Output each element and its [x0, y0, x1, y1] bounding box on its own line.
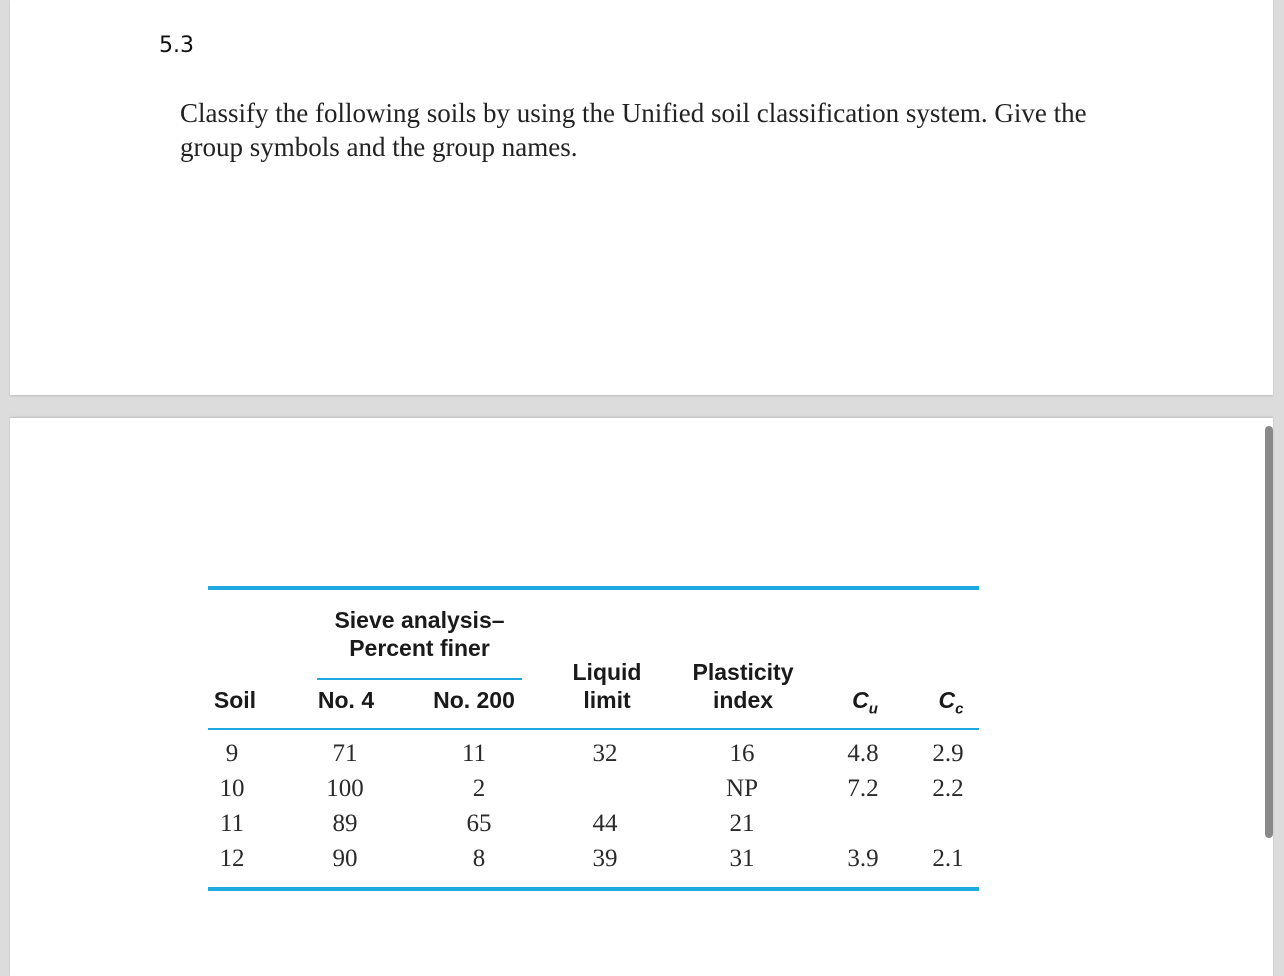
table-card — [10, 418, 1273, 976]
table-top-rule — [208, 586, 979, 590]
cell-soil: 12 — [219, 845, 245, 872]
header-no200: No. 200 — [433, 687, 515, 713]
header-ll-line2: limit — [583, 687, 631, 713]
header-no4: No. 4 — [317, 687, 375, 713]
cell-no200: 2 — [472, 775, 486, 802]
header-cu — [830, 686, 900, 724]
header-ll-line1: Liquid — [572, 659, 642, 685]
group-header-underline — [317, 678, 522, 680]
cell-no4: 90 — [332, 845, 358, 872]
problem-statement: Classify the following soils by using the Unified soil classification system. Give the group symbols and the group names. — [180, 98, 1087, 162]
group-header-line2: Percent finer — [349, 635, 490, 661]
cell-plasticity-index: 21 — [729, 810, 755, 837]
header-cu-sub: u — [868, 700, 878, 718]
cell-no4: 100 — [326, 775, 364, 802]
scrollbar-thumb[interactable] — [1265, 426, 1273, 838]
cell-soil: 10 — [219, 775, 245, 802]
cell-soil: 11 — [219, 810, 245, 837]
problem-number: 5.3 — [159, 33, 194, 58]
cell-no200: 11 — [461, 740, 487, 767]
header-soil: Soil — [213, 687, 257, 713]
cell-plasticity-index: NP — [726, 775, 758, 802]
cell-no200: 65 — [466, 810, 492, 837]
cell-cu: 7.2 — [847, 775, 879, 802]
problem-card — [10, 0, 1273, 395]
cell-cu: 3.9 — [847, 845, 879, 872]
cell-liquid-limit: 44 — [592, 810, 618, 837]
cell-cc: 2.9 — [932, 740, 964, 767]
group-header-sieve — [317, 606, 522, 662]
header-plasticity-index — [680, 658, 806, 714]
header-pi-line1: Plasticity — [692, 659, 794, 685]
table-bottom-rule — [208, 887, 979, 891]
cell-cc: 2.1 — [932, 845, 964, 872]
cell-liquid-limit: 39 — [592, 845, 618, 872]
cell-plasticity-index: 16 — [729, 740, 755, 767]
header-cc — [916, 686, 986, 724]
cell-no4: 89 — [332, 810, 358, 837]
cell-no200: 8 — [472, 845, 486, 872]
cell-cc: 2.2 — [932, 775, 964, 802]
cell-no4: 71 — [332, 740, 358, 767]
header-cc-base: C — [938, 687, 956, 713]
cell-liquid-limit: 32 — [592, 740, 618, 767]
header-cc-sub: c — [955, 700, 964, 718]
cell-cu: 4.8 — [847, 740, 879, 767]
table-header-rule — [208, 728, 979, 730]
header-liquid-limit — [562, 658, 652, 714]
group-header-line1: Sieve analysis– — [334, 607, 505, 633]
cell-soil: 9 — [225, 740, 239, 767]
header-pi-line2: index — [712, 687, 774, 713]
cell-plasticity-index: 31 — [729, 845, 755, 872]
header-cu-base: C — [852, 687, 869, 713]
